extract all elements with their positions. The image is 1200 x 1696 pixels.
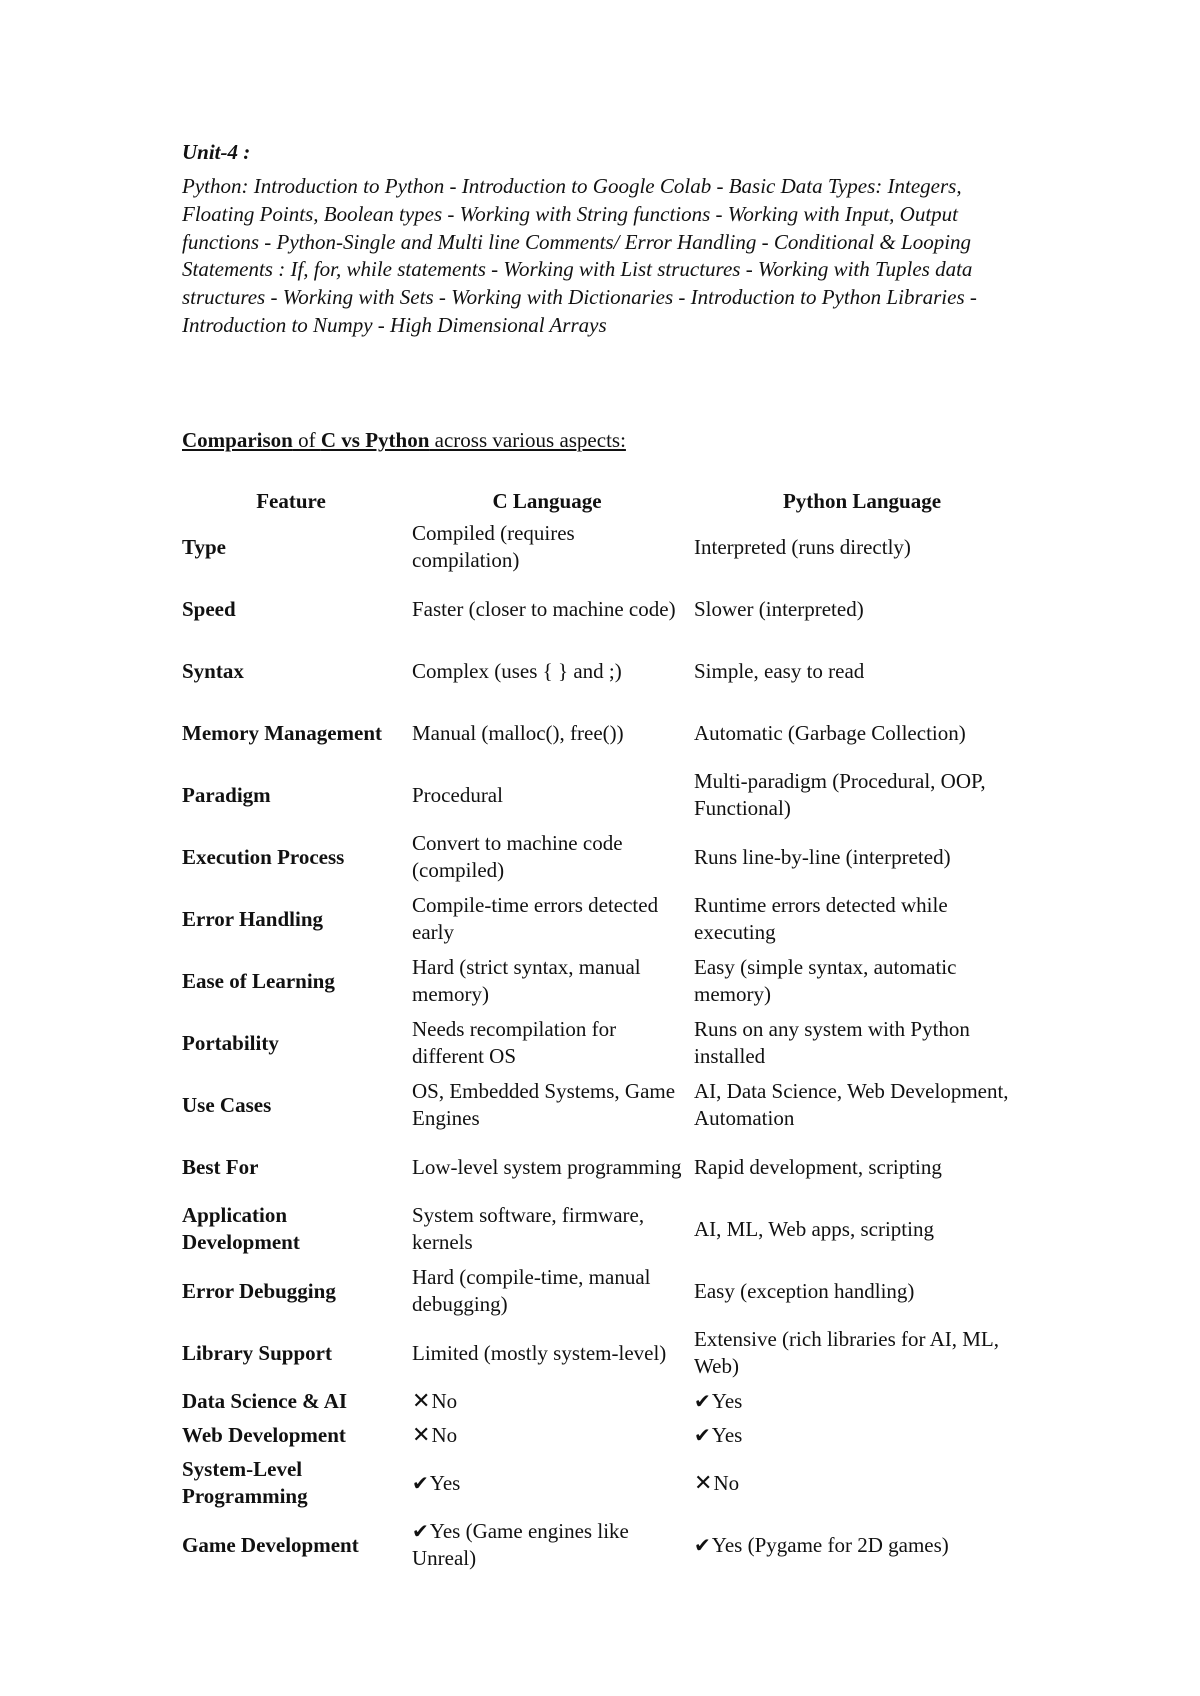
- cell-python-language-text: Yes: [711, 1388, 743, 1413]
- cell-c-language: [406, 888, 688, 950]
- cell-python-language: [688, 1198, 1036, 1260]
- cell-c-language: [406, 702, 688, 764]
- cell-feature: Memory Management: [182, 720, 383, 745]
- cell-c-language-text: System software, firmware, kernels: [412, 1203, 645, 1254]
- unit-heading: Unit-4 :: [182, 140, 251, 164]
- table-row: [176, 1384, 1036, 1418]
- cell-c-language: [406, 1012, 688, 1074]
- cell-python-language-text: Easy (exception handling): [694, 1278, 915, 1303]
- cell-c-language: [406, 1074, 688, 1136]
- cell-python-language-text: Interpreted (runs directly): [694, 534, 911, 559]
- cell-c-language: [406, 1322, 688, 1384]
- cell-python-language: [688, 1384, 1036, 1418]
- table-body: [176, 516, 1036, 1576]
- cell-c-language: [406, 826, 688, 888]
- cell-c-language: [406, 516, 688, 578]
- cell-c-language-text: Complex (uses { } and ;): [412, 658, 622, 683]
- cell-c-language: [406, 1418, 688, 1452]
- header-python-language: Python Language: [782, 488, 942, 513]
- table-row: [176, 1260, 1036, 1322]
- cell-python-language-text: No: [713, 1470, 740, 1495]
- title-comparison: Comparison: [182, 428, 293, 452]
- comparison-title: [182, 428, 626, 453]
- cell-c-language: [406, 1198, 688, 1260]
- cell-c-language-text: No: [431, 1388, 458, 1413]
- cell-python-language: [688, 578, 1036, 640]
- cell-python-language-text: Runs line-by-line (interpreted): [694, 844, 951, 869]
- cross-icon: ✕: [412, 1422, 431, 1448]
- table-row: [176, 516, 1036, 578]
- cell-feature: Type: [182, 534, 226, 559]
- cell-c-language: [406, 764, 688, 826]
- cell-c-language-text: Faster (closer to machine code): [412, 596, 676, 621]
- cell-c-language-text: Low-level system programming: [412, 1154, 682, 1179]
- cell-python-language: [688, 1260, 1036, 1322]
- cell-python-language-text: Easy (simple syntax, automatic memory): [694, 955, 957, 1006]
- cell-python-language: [688, 1514, 1036, 1576]
- cell-c-language-text: OS, Embedded Systems, Game Engines: [412, 1079, 676, 1130]
- table-row: [176, 1514, 1036, 1576]
- cell-feature: Web Development: [182, 1422, 346, 1447]
- cell-python-language: [688, 1418, 1036, 1452]
- cell-python-language-text: Simple, easy to read: [694, 658, 865, 683]
- cell-python-language: [688, 888, 1036, 950]
- cell-c-language: [406, 1452, 688, 1514]
- cell-python-language-text: Rapid development, scripting: [694, 1154, 942, 1179]
- title-rest: across various aspects:: [429, 428, 626, 452]
- cell-feature: Portability: [182, 1030, 279, 1055]
- cell-python-language: [688, 516, 1036, 578]
- cell-c-language: [406, 1514, 688, 1576]
- table-row: [176, 640, 1036, 702]
- table-row: [176, 1136, 1036, 1198]
- table-row: [176, 702, 1036, 764]
- cell-python-language: [688, 764, 1036, 826]
- cell-feature: Error Handling: [182, 906, 324, 931]
- cell-python-language-text: Runs on any system with Python installed: [694, 1017, 970, 1068]
- cell-python-language: [688, 826, 1036, 888]
- check-icon: ✔: [412, 1470, 429, 1495]
- cell-python-language-text: Multi-paradigm (Procedural, OOP, Functional): [694, 769, 986, 820]
- table-row: [176, 1322, 1036, 1384]
- cell-feature: Best For: [182, 1154, 259, 1179]
- cell-feature: Syntax: [182, 658, 244, 683]
- table-row: [176, 578, 1036, 640]
- cell-python-language-text: Slower (interpreted): [694, 596, 864, 621]
- cell-feature: Library Support: [182, 1340, 332, 1365]
- cell-c-language-text: Manual (malloc(), free()): [412, 720, 624, 745]
- cell-python-language: [688, 950, 1036, 1012]
- cell-feature: Speed: [182, 596, 236, 621]
- table-row: [176, 1418, 1036, 1452]
- cell-feature: Use Cases: [182, 1092, 272, 1117]
- cell-c-language-text: Yes (Game engines like Unreal): [412, 1519, 629, 1570]
- cell-python-language-text: Yes (Pygame for 2D games): [711, 1532, 949, 1557]
- comparison-table: [176, 486, 1036, 1576]
- cell-python-language: [688, 1012, 1036, 1074]
- table-row: [176, 1198, 1036, 1260]
- cell-c-language-text: Hard (strict syntax, manual memory): [412, 955, 641, 1006]
- cross-icon: ✕: [412, 1388, 431, 1414]
- cell-python-language-text: Yes: [711, 1422, 743, 1447]
- cell-c-language-text: Yes: [429, 1470, 461, 1495]
- cell-c-language-text: Convert to machine code (compiled): [412, 831, 623, 882]
- cell-python-language: [688, 1322, 1036, 1384]
- cell-c-language-text: No: [431, 1422, 458, 1447]
- table-header-row: [176, 486, 1036, 516]
- cell-c-language-text: Hard (compile-time, manual debugging): [412, 1265, 651, 1316]
- cell-c-language: [406, 578, 688, 640]
- cell-python-language-text: AI, ML, Web apps, scripting: [694, 1216, 934, 1241]
- cell-c-language-text: Procedural: [412, 782, 503, 807]
- cell-c-language: [406, 1260, 688, 1322]
- cell-c-language-text: Needs recompilation for different OS: [412, 1017, 617, 1068]
- cell-feature: Application Development: [182, 1203, 300, 1254]
- cell-python-language-text: AI, Data Science, Web Development, Automation: [694, 1079, 1009, 1130]
- cell-c-language: [406, 1136, 688, 1198]
- cell-c-language-text: Compiled (requires compilation): [412, 521, 575, 572]
- cell-feature: System-Level Programming: [182, 1457, 308, 1508]
- syllabus-text: Python: Introduction to Python - Introduction to Google Colab - Basic Data Types: Integers, Floating Points, Boolean types - Working with String functions - Working with Input, Output functions - Python-Single and Multi line Comments/ Error Handling - Conditional & Looping Statements : If, for, while statements - Working with List structures - Working with Tuples data structures - Working with Sets - Working with Dictionaries - Introduction to Python Libraries - Introduction to Numpy - High Dimensional Arrays: [182, 174, 977, 337]
- table-row: [176, 826, 1036, 888]
- cell-feature: Ease of Learning: [182, 968, 335, 993]
- cross-icon: ✕: [694, 1470, 713, 1496]
- table-row: [176, 888, 1036, 950]
- table-row: [176, 1452, 1036, 1514]
- cell-python-language: [688, 640, 1036, 702]
- table-row: [176, 1074, 1036, 1136]
- check-icon: ✔: [694, 1388, 711, 1413]
- table-row: [176, 1012, 1036, 1074]
- check-icon: ✔: [694, 1532, 711, 1557]
- cell-python-language: [688, 1074, 1036, 1136]
- cell-feature: Game Development: [182, 1532, 359, 1557]
- header-feature: Feature: [256, 488, 326, 513]
- cell-feature: Execution Process: [182, 844, 345, 869]
- title-c-vs-python: C vs Python: [320, 428, 430, 452]
- cell-feature: Paradigm: [182, 782, 271, 807]
- cell-feature: Error Debugging: [182, 1278, 336, 1303]
- cell-c-language-text: Limited (mostly system-level): [412, 1340, 667, 1365]
- cell-c-language: [406, 640, 688, 702]
- cell-python-language-text: Runtime errors detected while executing: [694, 893, 948, 944]
- cell-python-language: [688, 1452, 1036, 1514]
- title-of: of: [292, 428, 321, 452]
- cell-c-language: [406, 950, 688, 1012]
- check-icon: ✔: [412, 1519, 429, 1543]
- cell-c-language-text: Compile-time errors detected early: [412, 893, 659, 944]
- cell-python-language-text: Automatic (Garbage Collection): [694, 720, 966, 745]
- cell-python-language: [688, 702, 1036, 764]
- cell-python-language: [688, 1136, 1036, 1198]
- table-row: [176, 950, 1036, 1012]
- check-icon: ✔: [694, 1422, 711, 1447]
- cell-c-language: [406, 1384, 688, 1418]
- cell-python-language-text: Extensive (rich libraries for AI, ML, Web): [694, 1327, 999, 1378]
- cell-feature: Data Science & AI: [182, 1388, 348, 1413]
- header-c-language: C Language: [492, 488, 602, 513]
- table-row: [176, 764, 1036, 826]
